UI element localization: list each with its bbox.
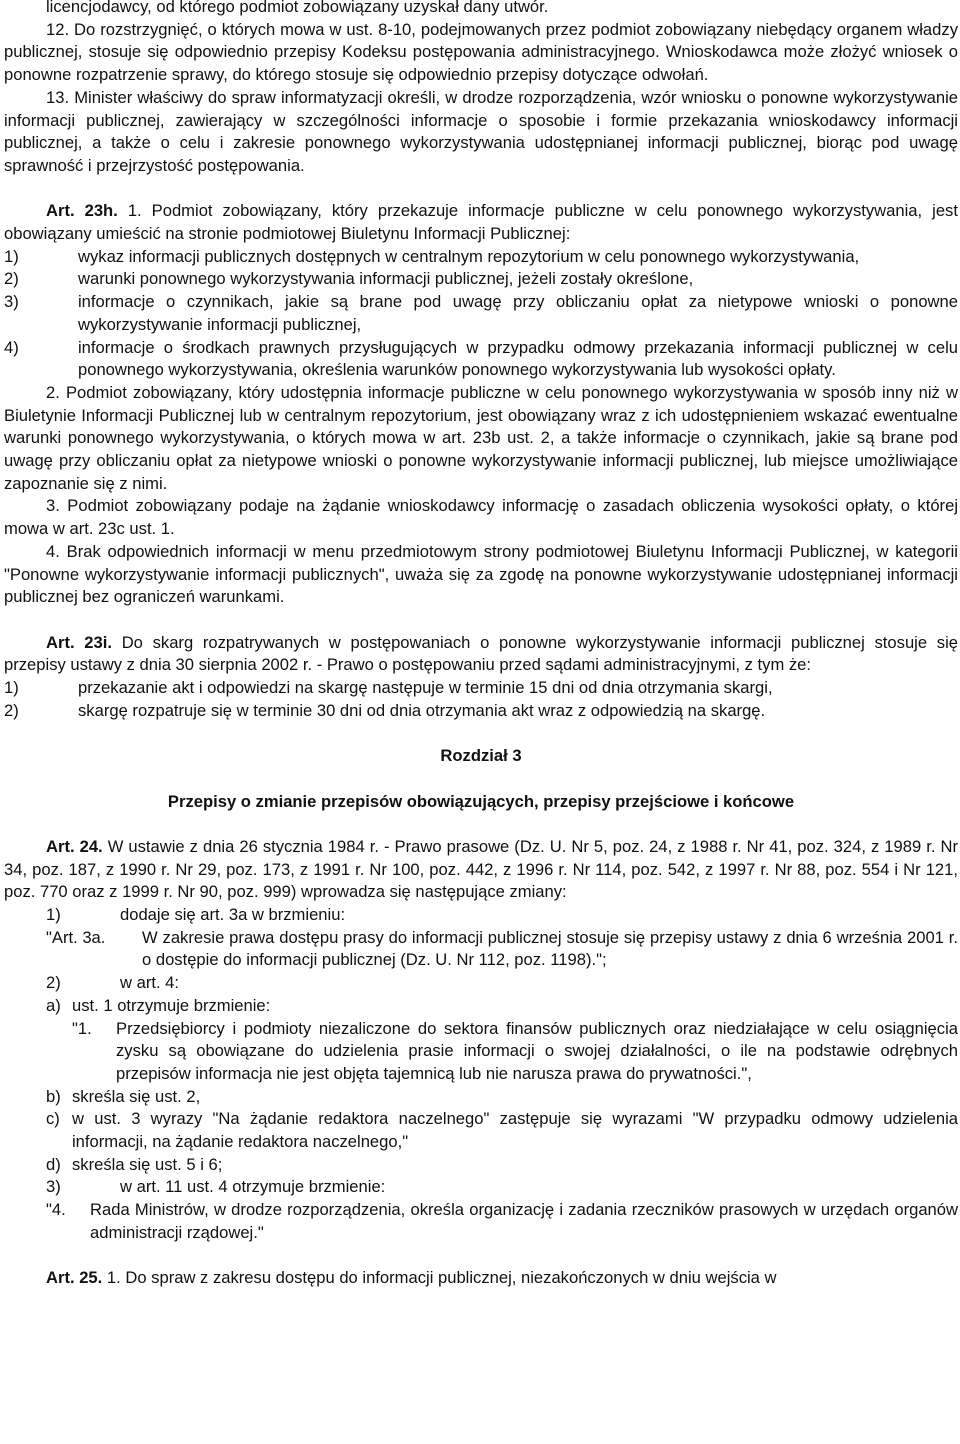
article-24-letter-b <box>4 1086 958 1109</box>
letter-number: b) <box>46 1086 61 1106</box>
quote-number: "4. <box>46 1200 66 1220</box>
article-23i-item-1 <box>4 677 958 700</box>
article-25-text: 1. Do spraw z zakresu dostępu do informacji publicznej, niezakończonych w dniu wejścia w <box>106 1268 777 1288</box>
item-text: informacje o czynnikach, jakie są brane pod uwagę przy obliczaniu opłat za nietypowe wnioski o ponowne wykorzystywanie informacji publicznej, <box>78 292 958 334</box>
paragraph-12: 12. Do rozstrzygnięć, o których mowa w ust. 8-10, podejmowanych przez podmiot zobowiązany niebędący organem władzy publicznej, stosuje się odpowiednio przepisy Kodeksu postępowania administracyjnego. Wnioskodawca może złożyć wniosek o ponowne rozpatrzenie sprawy, do którego stosuje się odpowiednio przepisy dotyczące odwołań. <box>4 19 958 85</box>
article-23i-text: Do skarg rozpatrywanych w postępowaniach o ponowne wykorzystywanie informacji publicznej stosuje się przepisy ustawy z dnia 30 sierpnia 2002 r. - Prawo o postępowaniu przed sądami administracyjnymi, z tym że: <box>4 632 958 675</box>
item-text: dodaje się art. 3a w brzmieniu: <box>120 905 346 925</box>
article-24-item-2 <box>4 972 958 995</box>
item-number: 1) <box>46 905 61 925</box>
letter-text: ust. 1 otrzymuje brzmienie: <box>72 995 271 1015</box>
quote-text: Rada Ministrów, w drodze rozporządzenia, określa organizację i zadania rzeczników prasowych w urzędach organów administracji rządowej." <box>90 1200 958 1242</box>
letter-text: skreśla się ust. 2, <box>72 1086 201 1106</box>
article-24-art3a <box>4 927 958 972</box>
item-number: 2) <box>4 700 19 720</box>
item-text: warunki ponownego wykorzystywania informacji publicznej, jeżeli zostały określone, <box>78 269 694 289</box>
item-number: 3) <box>46 1177 61 1197</box>
article-23h-item-1 <box>4 246 958 269</box>
article-24-quote-4 <box>4 1199 958 1244</box>
letter-number: a) <box>46 995 61 1015</box>
quote-text: W zakresie prawa dostępu prasy do informacji publicznej stosuje się przepisy ustawy z dnia 6 września 2001 r. o dostępie do informacji publicznej (Dz. U. Nr 112, poz. 1198)."; <box>142 927 958 970</box>
article-23h-text: 1. Podmiot zobowiązany, który przekazuje informacje publiczne w celu ponownego wykorzystywania, jest obowiązany umieścić na stronie podmiotowej Biuletynu Informacji Publicznej: <box>4 201 958 244</box>
item-number: 3) <box>4 292 19 312</box>
letter-number: d) <box>46 1154 61 1174</box>
article-24-item-3 <box>4 1176 958 1199</box>
article-23h-para-2: 2. Podmiot zobowiązany, który udostępnia informacje publiczne w celu ponownego wykorzystywania w sposób inny niż w Biuletynie Informacji Publicznej lub w centralnym repozytorium, jest obowiązany wraz z ich udostępnieniem wskazać ewentualne warunki ponownego wykorzystywania, o których mowa w art. 23b ust. 2, a także informacje o czynnikach, jakie są brane pod uwagę przy obliczaniu opłat za nietypowe wnioski o ponowne wykorzystywanie informacji publicznej, lub miejsce umożliwiające zapoznanie się z nimi. <box>4 382 958 493</box>
article-24-item-1 <box>4 904 958 927</box>
article-24-letter-a <box>4 995 958 1018</box>
article-23h-item-3 <box>4 291 958 336</box>
article-24-label: Art. 24. <box>46 836 103 856</box>
item-text: w art. 11 ust. 4 otrzymuje brzmienie: <box>120 1177 386 1197</box>
article-23h-item-4 <box>4 337 958 382</box>
article-24-letter-d <box>4 1154 958 1177</box>
letter-number: c) <box>46 1109 60 1129</box>
quote-text: Przedsiębiorcy i podmioty niezaliczone do sektora finansów publicznych oraz niedziałające w celu osiągnięcia zysku są obowiązane do udzielenia prasie informacji o swojej działalności, o ile na podstawie odrębnych przepisów informacja nie jest objęta tajemnicą lub nie narusza prawa do prywatności.", <box>116 1018 958 1083</box>
item-text: przekazanie akt i odpowiedzi na skargę następuje w terminie 15 dni od dnia otrzymania skargi, <box>78 678 773 698</box>
article-25-label: Art. 25. <box>46 1268 103 1288</box>
item-number: 1) <box>4 678 19 698</box>
article-24-quote-1 <box>4 1018 958 1086</box>
quote-number: "Art. 3a. <box>46 927 106 947</box>
quote-number: "1. <box>72 1018 92 1038</box>
article-24-letter-c <box>4 1108 958 1153</box>
item-number: 2) <box>46 973 61 993</box>
article-23h-item-2 <box>4 268 958 291</box>
item-text: wykaz informacji publicznych dostępnych w centralnym repozytorium w celu ponownego wykorzystywania, <box>78 246 860 266</box>
chapter-subtitle: Przepisy o zmianie przepisów obowiązujących, przepisy przejściowe i końcowe <box>167 791 795 811</box>
document-page <box>4 0 958 1290</box>
article-24-text: W ustawie z dnia 26 stycznia 1984 r. - Prawo prasowe (Dz. U. Nr 5, poz. 24, z 1988 r. Nr 41, poz. 324, z 1989 r. Nr 34, poz. 187, z 1990 r. Nr 29, poz. 173, z 1991 r. Nr 100, poz. 442, z 1996 r. Nr 114, poz. 542, z 1997 r. Nr 88, poz. 554 i Nr 121, poz. 770 oraz z 1999 r. Nr 90, poz. 999) wprowadza się następujące zmiany: <box>4 836 958 902</box>
item-text: skargę rozpatruje się w terminie 30 dni od dnia otrzymania akt wraz z odpowiedzią na skargę. <box>78 700 766 720</box>
article-23h-para-3: 3. Podmiot zobowiązany podaje na żądanie wnioskodawcy informację o zasadach obliczenia wysokości opłaty, o której mowa w art. 23c ust. 1. <box>4 496 958 539</box>
article-23h-para-4: 4. Brak odpowiednich informacji w menu przedmiotowym strony podmiotowej Biuletynu Informacji Publicznej, w kategorii "Ponowne wykorzystywanie informacji publicznych", uważa się za zgodę na ponowne wykorzystywanie udostępnianej informacji publicznej bez ograniczeń warunkami. <box>4 541 958 607</box>
article-24-para <box>4 836 958 904</box>
article-25-para <box>4 1267 958 1290</box>
letter-text: w ust. 3 wyrazy "Na żądanie redaktora naczelnego" zastępuje się wyrazami "W przypadku odmowy udzielenia informacji, na żądanie redaktora naczelnego," <box>72 1109 958 1152</box>
article-23h-label: Art. 23h. <box>46 201 118 221</box>
item-number: 2) <box>4 269 19 289</box>
item-text: w art. 4: <box>120 973 180 993</box>
article-23i-item-2 <box>4 700 958 723</box>
item-number: 1) <box>4 246 19 266</box>
article-23i-para <box>4 632 958 677</box>
chapter-title: Rozdział 3 <box>440 746 522 766</box>
item-text: informacje o środkach prawnych przysługujących w przypadku odmowy przekazania informacji publicznej w celu ponownego wykorzystywania, określenia warunków ponownego wykorzystywania lub wysokości opłaty. <box>78 337 958 380</box>
article-23h-para-1 <box>4 200 958 245</box>
paragraph-continuation: licencjodawcy, od którego podmiot zobowiązany uzyskał dany utwór. <box>46 0 549 16</box>
paragraph-13: 13. Minister właściwy do spraw informatyzacji określi, w drodze rozporządzenia, wzór wniosku o ponowne wykorzystywanie informacji publicznej, zawierający w szczególności informacje o sposobie i formie przekazania wnioskodawcy informacji publicznej, a także o celu i zakresie ponownego wykorzystywania udostępnianej informacji publicznej, biorąc pod uwagę sprawność i przejrzystość postępowania. <box>4 87 958 175</box>
article-23i-label: Art. 23i. <box>46 632 112 652</box>
letter-text: skreśla się ust. 5 i 6; <box>72 1154 223 1174</box>
item-number: 4) <box>4 337 19 357</box>
